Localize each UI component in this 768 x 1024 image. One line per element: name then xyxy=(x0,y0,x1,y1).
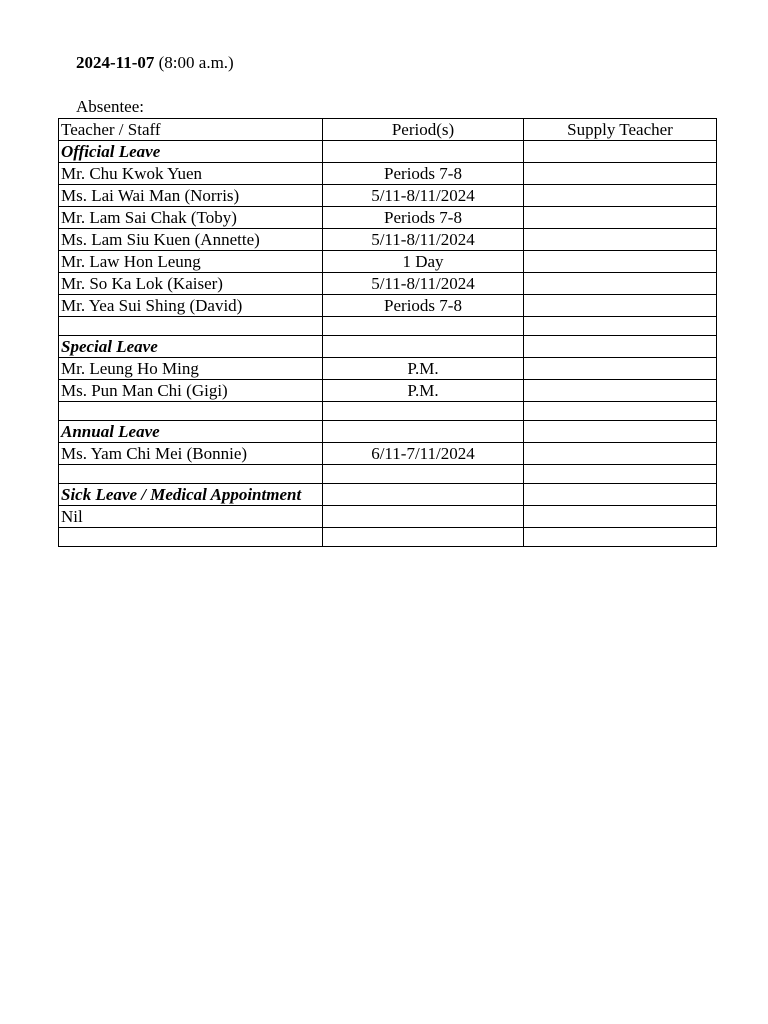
section-title: Official Leave xyxy=(59,141,323,163)
period-cell: Periods 7-8 xyxy=(323,295,524,317)
section-title: Special Leave xyxy=(59,336,323,358)
teacher-name: Mr. Leung Ho Ming xyxy=(59,358,323,380)
column-header-supply-teacher: Supply Teacher xyxy=(524,119,717,141)
supply-teacher-cell xyxy=(524,380,717,402)
supply-teacher-cell xyxy=(524,273,717,295)
section-row-sick-leave xyxy=(59,484,717,506)
teacher-name: Mr. Chu Kwok Yuen xyxy=(59,163,323,185)
teacher-name: Mr. So Ka Lok (Kaiser) xyxy=(59,273,323,295)
absentee-table xyxy=(58,118,717,547)
supply-teacher-cell xyxy=(524,295,717,317)
report-date: 2024-11-07 xyxy=(76,53,155,72)
period-cell: 5/11-8/11/2024 xyxy=(323,229,524,251)
spacer-row xyxy=(59,465,717,484)
supply-teacher-cell xyxy=(524,207,717,229)
supply-teacher-cell xyxy=(524,163,717,185)
table-row xyxy=(59,229,717,251)
table-header-row xyxy=(59,119,717,141)
table-row xyxy=(59,506,717,528)
absentee-label: Absentee: xyxy=(76,97,144,116)
column-header-periods: Period(s) xyxy=(323,119,524,141)
spacer-row xyxy=(59,528,717,547)
period-cell: 1 Day xyxy=(323,251,524,273)
period-cell: 5/11-8/11/2024 xyxy=(323,185,524,207)
period-cell: Periods 7-8 xyxy=(323,163,524,185)
table-row xyxy=(59,251,717,273)
teacher-name: Ms. Lam Siu Kuen (Annette) xyxy=(59,229,323,251)
teacher-name: Ms. Lai Wai Man (Norris) xyxy=(59,185,323,207)
supply-teacher-cell xyxy=(524,443,717,465)
table-row xyxy=(59,295,717,317)
spacer-row xyxy=(59,317,717,336)
supply-teacher-cell xyxy=(524,506,717,528)
teacher-name: Nil xyxy=(59,506,323,528)
table-row xyxy=(59,163,717,185)
period-cell: Periods 7-8 xyxy=(323,207,524,229)
spacer-row xyxy=(59,402,717,421)
section-title: Annual Leave xyxy=(59,421,323,443)
table-row xyxy=(59,207,717,229)
period-cell: P.M. xyxy=(323,380,524,402)
table-row xyxy=(59,380,717,402)
section-row-annual-leave xyxy=(59,421,717,443)
supply-teacher-cell xyxy=(524,358,717,380)
period-cell xyxy=(323,506,524,528)
teacher-name: Mr. Yea Sui Shing (David) xyxy=(59,295,323,317)
section-title: Sick Leave / Medical Appointment xyxy=(59,484,323,506)
teacher-name: Mr. Lam Sai Chak (Toby) xyxy=(59,207,323,229)
table-row xyxy=(59,443,717,465)
teacher-name: Mr. Law Hon Leung xyxy=(59,251,323,273)
supply-teacher-cell xyxy=(524,229,717,251)
column-header-teacher: Teacher / Staff xyxy=(59,119,323,141)
table-row xyxy=(59,358,717,380)
period-cell: P.M. xyxy=(323,358,524,380)
report-header xyxy=(76,52,234,74)
supply-teacher-cell xyxy=(524,251,717,273)
section-row-official-leave xyxy=(59,141,717,163)
teacher-name: Ms. Pun Man Chi (Gigi) xyxy=(59,380,323,402)
period-cell: 5/11-8/11/2024 xyxy=(323,273,524,295)
table-row xyxy=(59,185,717,207)
supply-teacher-cell xyxy=(524,185,717,207)
teacher-name: Ms. Yam Chi Mei (Bonnie) xyxy=(59,443,323,465)
period-cell: 6/11-7/11/2024 xyxy=(323,443,524,465)
report-time: (8:00 a.m.) xyxy=(158,53,234,72)
section-row-special-leave xyxy=(59,336,717,358)
table-row xyxy=(59,273,717,295)
